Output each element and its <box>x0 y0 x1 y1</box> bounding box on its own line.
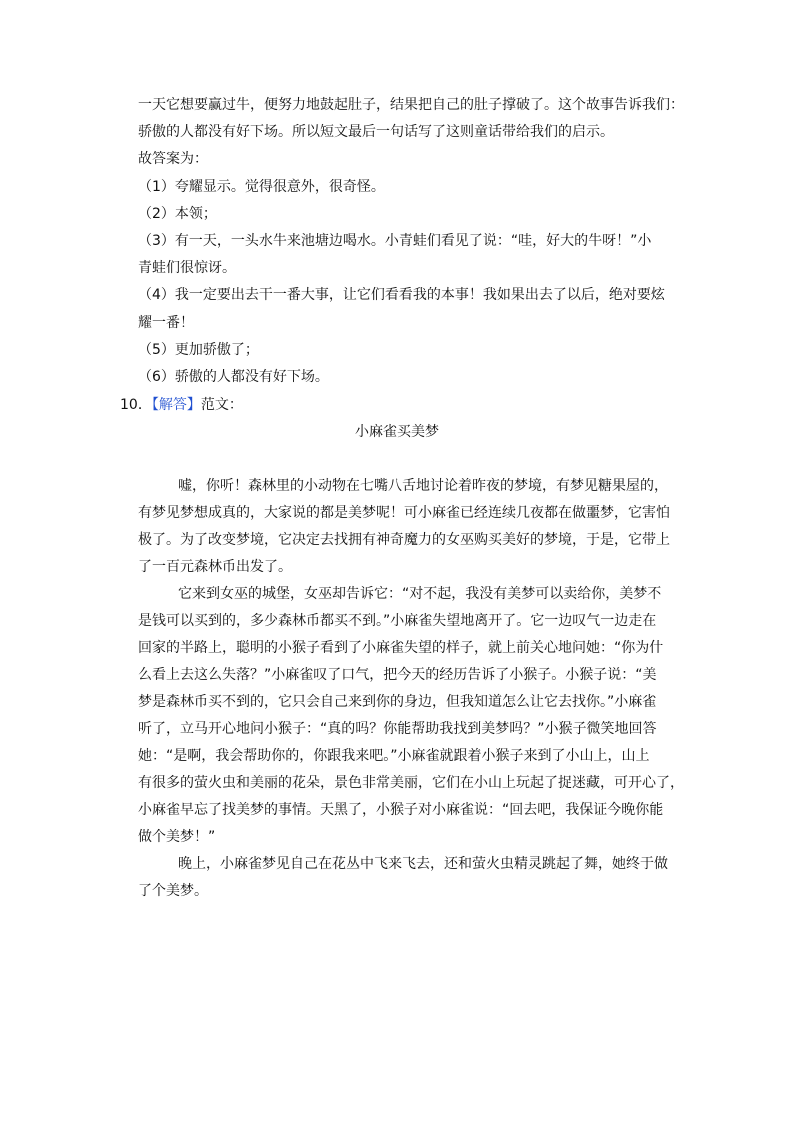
essay-p2-line: 做个美梦！” <box>138 829 216 845</box>
answer-label: 范文： <box>200 397 243 413</box>
essay-p2-line: 回家的半路上，聪明的小猴子看到了小麻雀失望的样子，就上前关心地问她：“你为什 <box>138 640 664 656</box>
essay-p1-line: 有梦见梦想成真的，大家说的都是美梦呢！可小麻雀已经连续几夜都在做噩梦，它害怕 <box>138 505 670 521</box>
answer-intro: 故答案为： <box>138 151 208 167</box>
essay-p2-line: 它来到女巫的城堡，女巫却告诉它：“对不起，我没有美梦可以卖给你，美梦不 <box>178 586 662 602</box>
essay-p1-line: 极了。为了改变梦境，它决定去找拥有神奇魔力的女巫购买美好的梦境，于是，它带上 <box>138 532 670 548</box>
essay-p2-line: 听了，立马开心地问小猴子：“真的吗？你能帮助我找到美梦吗？”小猴子微笑地回答 <box>138 721 657 737</box>
essay-p2-line: 么看上去这么失落？”小麻雀叹了口气，把今天的经历告诉了小猴子。小猴子说：“美 <box>138 667 657 683</box>
answer-4-line2: 耀一番！ <box>138 315 194 331</box>
question-10-heading <box>120 395 243 415</box>
answer-3-line1: （3）有一天，一头水牛来池塘边喝水。小青蛙们看见了说：“哇，好大的牛呀！”小 <box>138 233 652 249</box>
question-number: 10． <box>120 397 152 413</box>
essay-p2-line: 梦是森林币买不到的，它只会自己来到你的身边，但我知道怎么让它去找你。”小麻雀 <box>138 694 657 710</box>
essay-p1-line: 嘘，你听！森林里的小动物在七嘴八舌地讨论着昨夜的梦境，有梦见糖果屋的， <box>178 478 668 494</box>
essay-p2-line: 她：“是啊，我会帮助你的，你跟我来吧。”小麻雀就跟着小猴子来到了小山上，山上 <box>138 748 650 764</box>
answer-1: （1）夸耀显示。觉得很意外，很奇怪。 <box>138 179 385 195</box>
essay-p2-line: 小麻雀早忘了找美梦的事情。天黑了，小猴子对小麻雀说：“回去吧，我保证今晚你能 <box>138 802 664 818</box>
paragraph-line: 一天它想要赢过牛，便努力地鼓起肚子，结果把自己的肚子撑破了。这个故事告诉我们： <box>138 97 684 113</box>
essay-p3-line: 晚上，小麻雀梦见自己在花丛中飞来飞去，还和萤火虫精灵跳起了舞，她终于做 <box>178 856 668 872</box>
answer-tag: 【解答】 <box>151 397 201 413</box>
answer-6: （6）骄傲的人都没有好下场。 <box>138 369 329 385</box>
answer-5: （5）更加骄傲了； <box>138 342 259 358</box>
answer-2: （2）本领； <box>138 206 217 222</box>
paragraph-line: 骄傲的人都没有好下场。所以短文最后一句话写了这则童话带给我们的启示。 <box>138 124 614 140</box>
essay-p2-line: 是钱可以买到的，多少森林币都买不到。”小麻雀失望地离开了。它一边叹气一边走在 <box>138 613 657 629</box>
answer-3-line2: 青蛙们很惊讶。 <box>138 260 236 276</box>
essay-p3-line: 了个美梦。 <box>138 883 208 899</box>
essay-p2-line: 有很多的萤火虫和美丽的花朵，景色非常美丽，它们在小山上玩起了捉迷藏，可开心了， <box>138 775 684 791</box>
answer-4-line1: （4）我一定要出去干一番大事，让它们看看我的本事！我如果出去了以后，绝对要炫 <box>138 287 665 303</box>
essay-p1-line: 了一百元森林币出发了。 <box>138 559 292 575</box>
essay-title: 小麻雀买美梦 <box>355 424 439 440</box>
